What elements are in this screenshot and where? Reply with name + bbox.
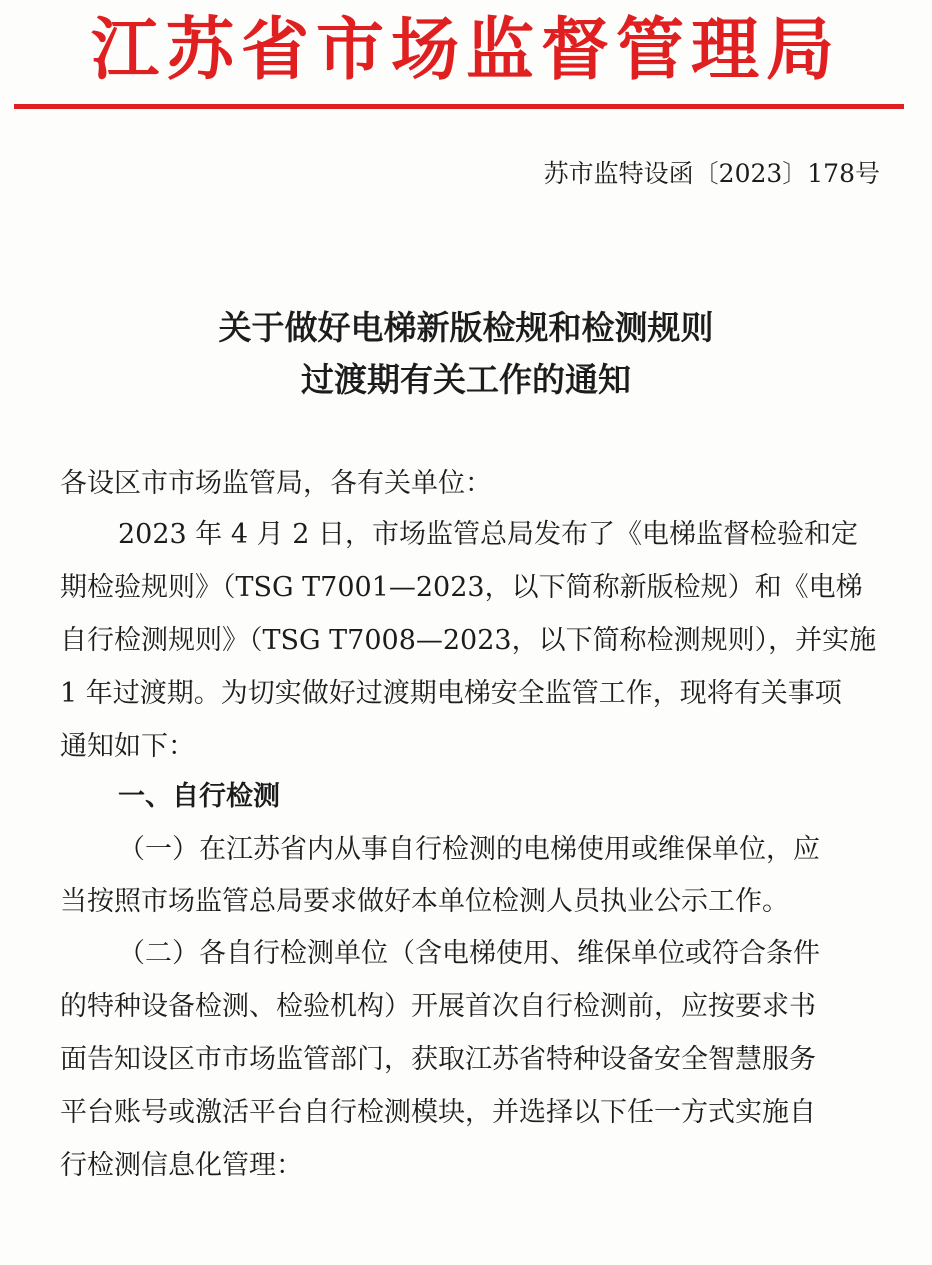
item-2-line: （二）各自行检测单位（含电梯使用、维保单位或符合条件 [118, 938, 820, 969]
item-2-line: 面告知设区市市场监管部门，获取江苏省特种设备安全智慧服务 [60, 1044, 816, 1075]
item-1-line: （一）在江苏省内从事自行检测的电梯使用或维保单位，应 [118, 834, 820, 865]
item-2-line: 的特种设备检测、检验机构）开展首次自行检测前，应按要求书 [60, 991, 816, 1022]
paragraph-1-line: 1 年过渡期。为切实做好过渡期电梯安全监管工作，现将有关事项 [60, 678, 842, 709]
agency-header-title: 江苏省市场监督管理局 [90, 10, 841, 90]
item-1-line: 当按照市场监管总局要求做好本单位检测人员执业公示工作。 [60, 886, 789, 917]
paragraph-1-line: 2023 年 4 月 2 日，市场监管总局发布了《电梯监督检验和定 [118, 519, 858, 550]
section-1-heading: 一、自行检测 [118, 781, 280, 812]
document-title-line-1: 关于做好电梯新版检规和检测规则 [218, 308, 714, 347]
paragraph-1-line: 期检验规则》（TSG T7001—2023，以下简称新版检规）和《电梯 [60, 572, 863, 603]
addressee-line: 各设区市市场监管局，各有关单位： [60, 468, 492, 499]
item-2-line: 平台账号或激活平台自行检测模块，并选择以下任一方式实施自 [60, 1097, 816, 1128]
document-title-line-2: 过渡期有关工作的通知 [301, 360, 631, 399]
header-red-rule [14, 104, 904, 109]
paragraph-1-line: 通知如下： [60, 731, 195, 762]
document-number: 苏市监特设函〔2023〕178号 [543, 159, 880, 188]
item-2-line: 行检测信息化管理： [60, 1150, 303, 1181]
paragraph-1-line: 自行检测规则》（TSG T7008—2023，以下简称检测规则），并实施 [60, 625, 877, 656]
